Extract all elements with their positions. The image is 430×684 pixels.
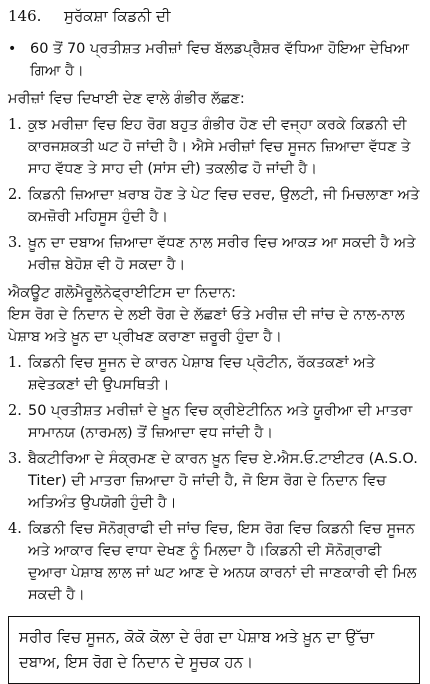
list-item	[8, 448, 420, 514]
diagnosis-intro: ਇਸ ਰੋਗ ਦੇ ਨਿਦਾਨ ਦੇ ਲਈ ਰੋਗ ਦੇ ਲੱਛਣਾਂ ਓਤੇ ਮਰੀਜ਼ ਦੀ ਜਾਂਚ ਦੇ ਨਾਲ-ਨਾਲ ਪੇਸ਼ਾਬ ਅਤੇ ਖ਼ੂਨ ਦਾ ਪ੍ਰੀਖਣ ਕਰਾਣਾ ਜ਼ਰੂਰੀ ਹੁੰਦਾ ਹੈ।	[8, 307, 405, 345]
list-marker: 2.	[8, 187, 22, 203]
list-item-text: ਬੈਕਟੀਰਿਆ ਦੇ ਸੰਕ੍ਰਮਣ ਦੇ ਕਾਰਨ ਖ਼ੂਨ ਵਿਚ ਏ.ਐਸ.ਓ.ਟਾਈਟਰ (A.S.O. Titer) ਦੀ ਮਾਤਰਾ ਜ਼ਿਆਦਾ ਹੋ ਜਾਂਦੀ ਹੈ, ਜੋ ਇਸ ਰੋਗ ਦੇ ਨਿਦਾਨ ਵਿਚ ਅਤਿਅੰਤ ਉਪਯੋਗੀ ਹੁੰਦੀ ਹੈ।	[28, 451, 418, 511]
diagnosis-heading: ਐਕਊਟ ਗਲੋਮੈਰੂਲੋਨੇਫ੍ਰਾਈਟਿਸ ਦਾ ਨਿਦਾਨ:	[8, 285, 237, 301]
list-marker: 4.	[8, 521, 22, 537]
list-item-text: 50 ਪ੍ਰਤੀਸ਼ਤ ਮਰੀਜ਼ਾਂ ਦੇ ਖ਼ੂਨ ਵਿਚ ਕ੍ਰੀਏਟੀਨਿਨ ਅਤੇ ਯੂਰੀਆ ਦੀ ਮਾਤਰਾ ਸਾਮਾਨਯ (ਨਾਰਮਲ) ਤੋਂ ਜ਼ਿਆਦਾ ਵਧ ਜਾਂਦੀ ਹੈ।	[28, 403, 413, 441]
symptoms-heading: ਮਰੀਜ਼ਾਂ ਵਿਚ ਦਿਖਾਈ ਦੇਣ ਵਾਲੇ ਗੰਭੀਰ ਲੱਛਣ:	[8, 91, 245, 107]
list-item-text: ਕਿਡਨੀ ਜ਼ਿਆਦਾ ਖ਼ਰਾਬ ਹੋਣ ਤੇ ਪੇਟ ਵਿਚ ਦਰਦ, ਉਲਟੀ, ਜੀ ਮਿਚਲਾਣਾ ਅਤੇ ਕਮਜ਼ੋਰੀ ਮਹਿਸੂਸ ਹੁੰਦੀ ਹੈ।	[28, 187, 420, 225]
intro-bullet	[8, 38, 420, 82]
list-item-text: ਕੁਝ ਮਰੀਜ਼ਾ ਵਿਚ ਇਹ ਰੋਗ ਬਹੁਤ ਗੰਭੀਰ ਹੋਣ ਦੀ ਵਜ੍ਹਾ ਕਰਕੇ ਕਿਡਨੀ ਦੀ ਕਾਰਜਸ਼ਕਤੀ ਘਟ ਹੋ ਜਾਂਦੀ ਹੈ। ਐਸੇ ਮਰੀਜ਼ਾਂ ਵਿਚ ਸੂਜਨ ਜ਼ਿਆਦਾ ਵੱਧਣ ਤੇ ਸਾਹ ਵੱਧਣ ਤੇ ਸਾਹ ਦੀ (ਸਾਂਸ ਦੀ) ਤਕਲੀਫ ਹੋ ਜਾਂਦੀ ਹੈ।	[28, 117, 411, 177]
page-number: 146.	[8, 7, 42, 25]
diagnosis-list	[8, 352, 420, 606]
list-item	[8, 518, 420, 606]
list-item-text: ਕਿਡਨੀ ਵਿਚ ਸੋਨੋਗ੍ਰਾਫੀ ਦੀ ਜਾਂਚ ਵਿਚ, ਇਸ ਰੋਗ ਵਿਚ ਕਿਡਨੀ ਵਿਚ ਸੂਜਨ ਅਤੇ ਆਕਾਰ ਵਿਚ ਵਾਧਾ ਦੇਖਣ ਨੂੰ ਮਿਲਦਾ ਹੈ।ਕਿਡਨੀ ਦੀ ਸੋਨੋਗ੍ਰਾਫੀ ਦੁਆਰਾ ਪੇਸ਼ਾਬ ਲਾਲ ਜਾਂ ਘਟ ਆਣ ਦੇ ਅਨਯ ਕਾਰਨਾਂ ਦੀ ਜਾਣਕਾਰੀ ਵੀ ਮਿਲ ਸਕਦੀ ਹੈ।	[28, 521, 417, 603]
list-marker: 2.	[8, 403, 22, 419]
list-marker: 3.	[8, 235, 22, 251]
list-item	[8, 232, 420, 276]
bullet-icon: •	[8, 41, 17, 57]
list-item	[8, 184, 420, 228]
list-marker: 1.	[8, 355, 22, 371]
list-item	[8, 352, 420, 396]
summary-box-text: ਸਰੀਰ ਵਿਚ ਸੂਜਨ, ਕੋਕੋ ਕੋਲਾ ਦੇ ਰੰਗ ਦਾ ਪੇਸ਼ਾਬ ਅਤੇ ਖ਼ੂਨ ਦਾ ਉੱਚਾ ਦਬਾਅ, ਇਸ ਰੋਗ ਦੇ ਨਿਦਾਨ ਦੇ ਸੂਚਕ ਹਨ।	[19, 628, 375, 671]
summary-box	[8, 616, 420, 684]
symptoms-list	[8, 114, 420, 276]
page-header	[8, 6, 420, 28]
list-item	[8, 400, 420, 444]
list-item-text: ਖ਼ੂਨ ਦਾ ਦਬਾਅ ਜ਼ਿਆਦਾ ਵੱਧਣ ਨਾਲ ਸਰੀਰ ਵਿਚ ਆਕੜ ਆ ਸਕਦੀ ਹੈ ਅਤੇ ਮਰੀਜ਼ ਬੇਹੋਸ਼ ਵੀ ਹੋ ਸਕਦਾ ਹੈ।	[28, 235, 416, 273]
running-title: ਸੁਰੱਕਸ਼ਾ ਕਿਡਨੀ ਦੀ	[64, 7, 171, 25]
list-marker: 3.	[8, 451, 22, 467]
intro-bullet-text: 60 ਤੋਂ 70 ਪ੍ਰਤੀਸ਼ਤ ਮਰੀਜ਼ਾਂ ਵਿਚ ਬੱਲਡਪ੍ਰੈਸ਼ਰ ਵੱਧਿਆ ਹੋਇਆ ਦੇਖਿਆ ਗਿਆ ਹੈ।	[30, 41, 409, 79]
list-item-text: ਕਿਡਨੀ ਵਿਚ ਸੂਜਨ ਦੇ ਕਾਰਨ ਪੇਸ਼ਾਬ ਵਿਚ ਪ੍ਰੋਟੀਨ, ਰੱਕਤਕਣਾਂ ਅਤੇ ਸ਼ਵੇਤਕਣਾਂ ਦੀ ਉਪਸਥਿਤੀ।	[28, 355, 376, 393]
list-marker: 1.	[8, 117, 22, 133]
list-item	[8, 114, 420, 180]
